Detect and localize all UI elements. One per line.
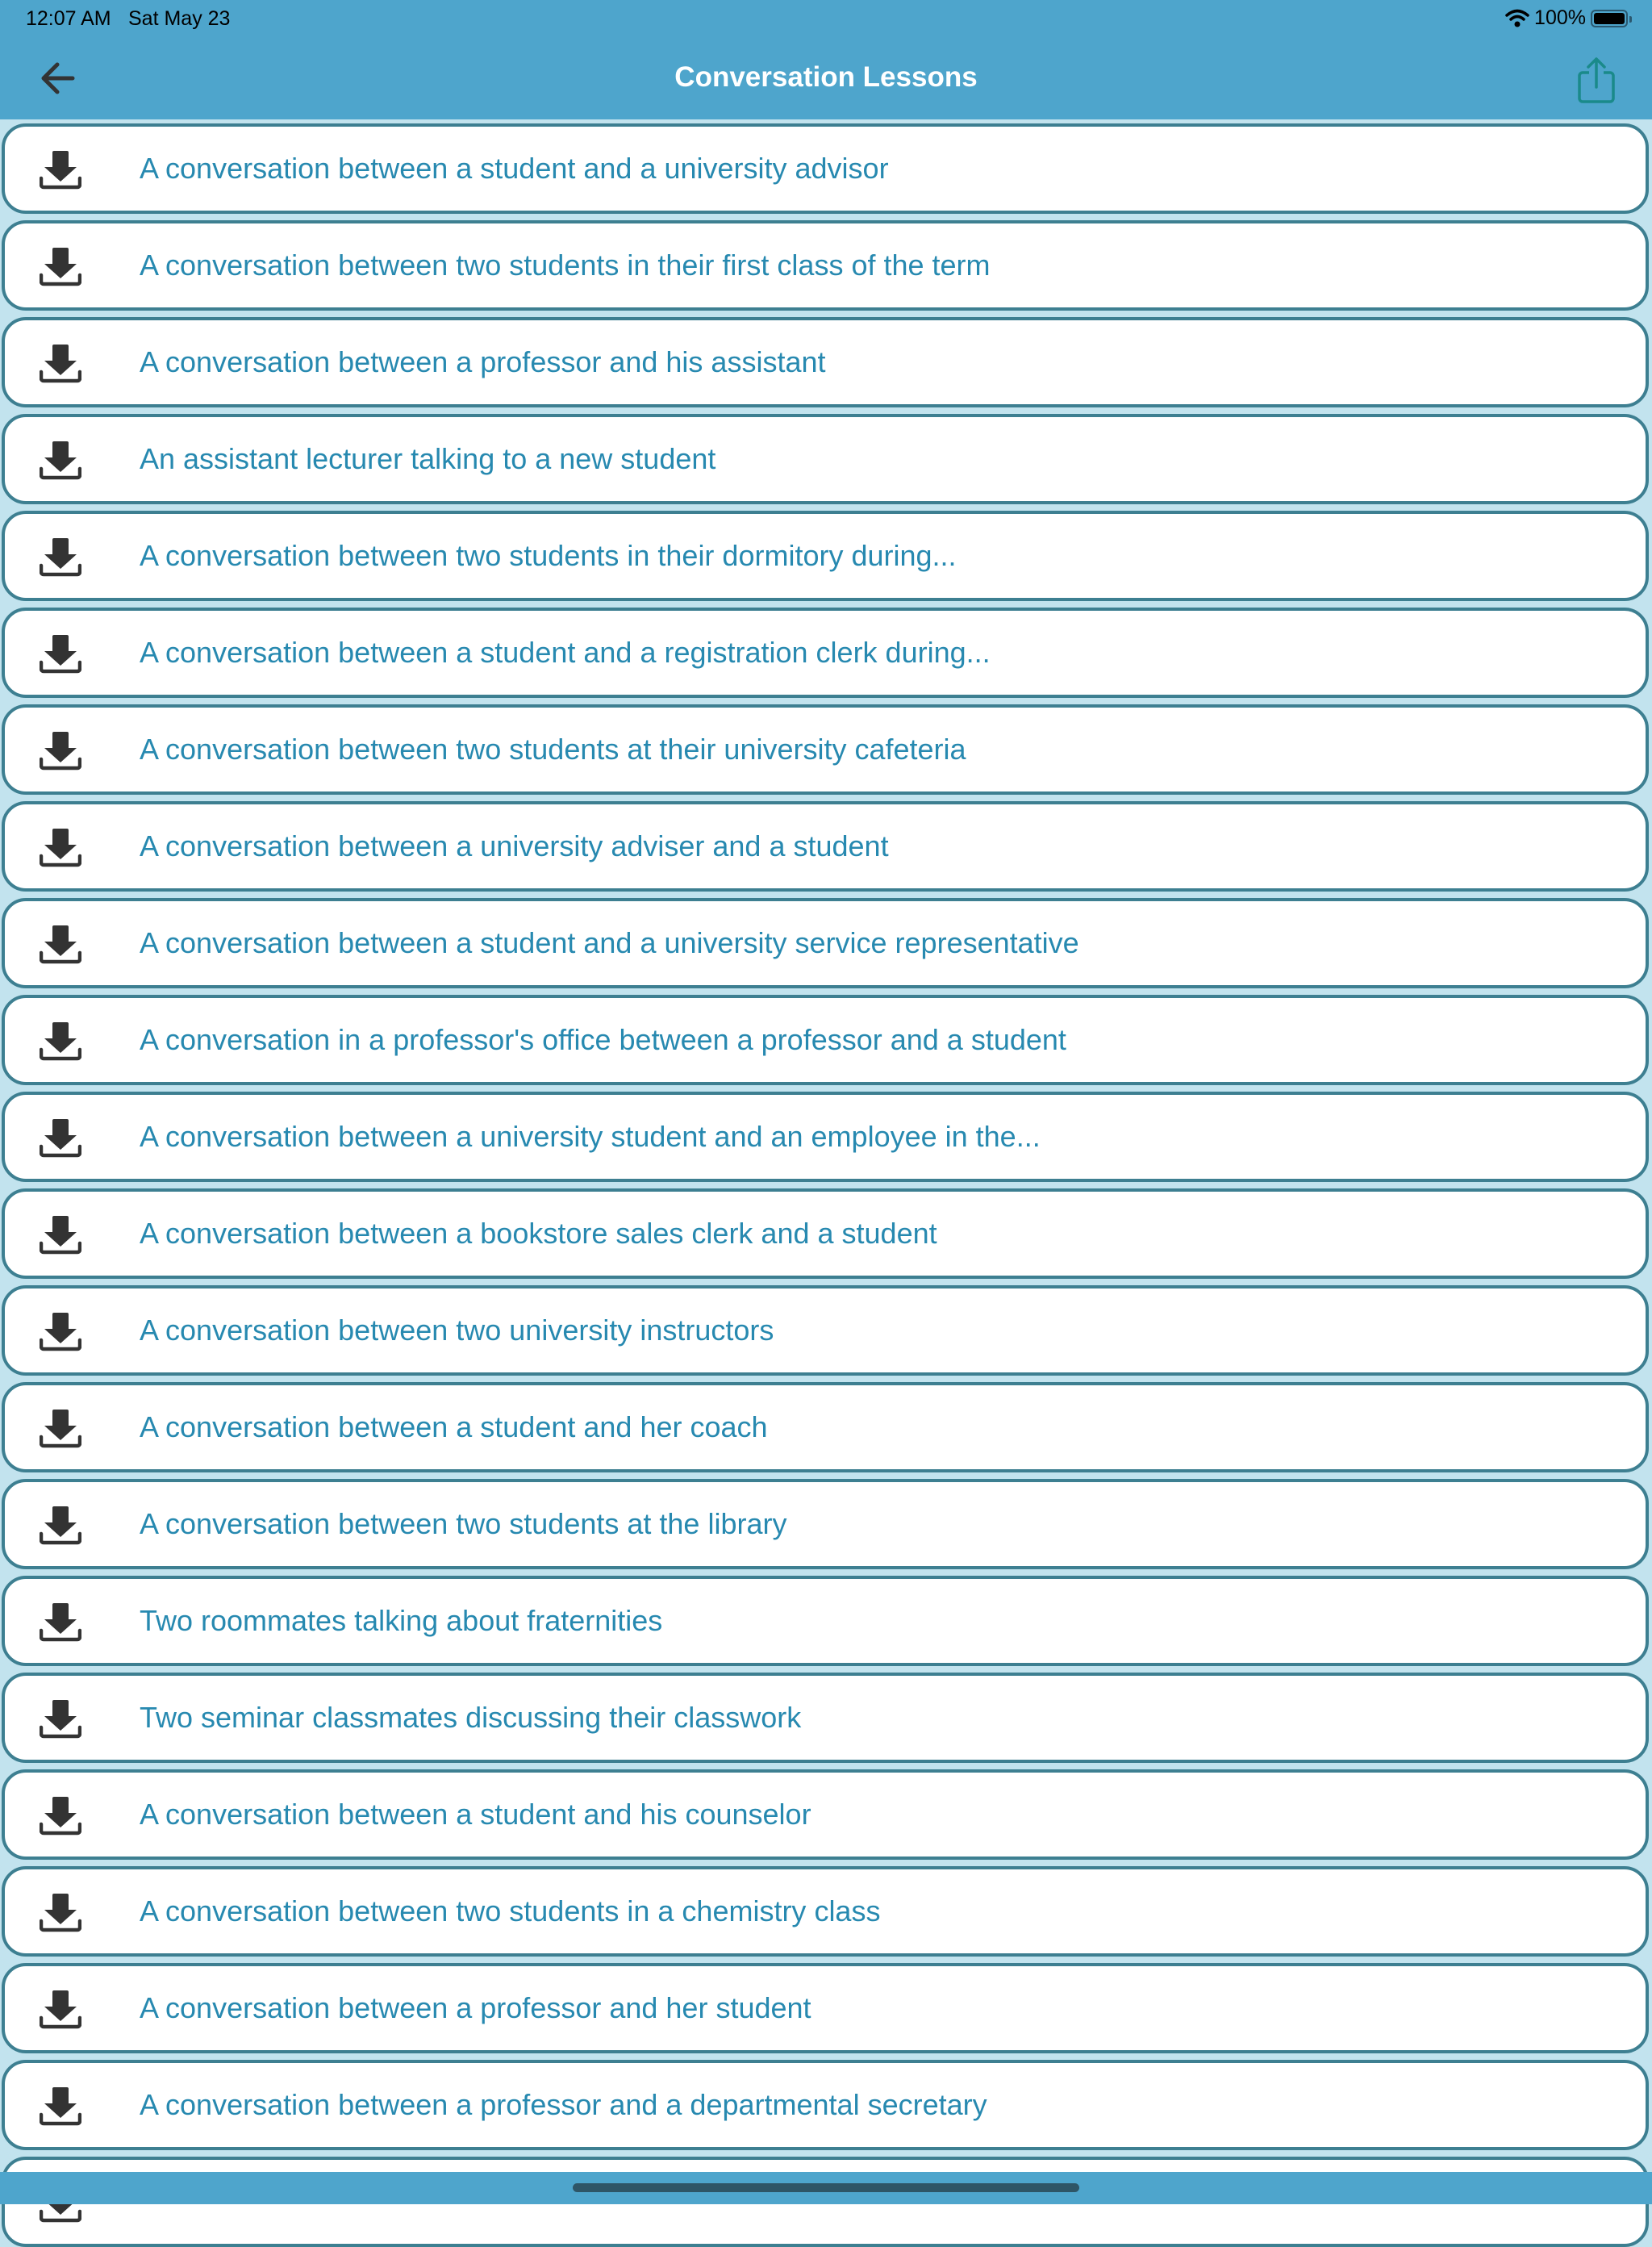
lesson-item[interactable]: [2, 1673, 1649, 1763]
battery-percent: 100%: [1534, 6, 1586, 29]
status-date: Sat May 23: [128, 7, 231, 30]
download-icon[interactable]: [40, 825, 81, 867]
download-icon[interactable]: [40, 438, 81, 480]
download-icon[interactable]: [40, 1019, 81, 1061]
lesson-item[interactable]: [2, 1479, 1649, 1569]
lesson-item[interactable]: [2, 1285, 1649, 1376]
download-icon[interactable]: [40, 729, 81, 771]
lesson-title: A conversation between two students at the library: [140, 1507, 787, 1540]
lesson-item[interactable]: [2, 1576, 1649, 1666]
lesson-item[interactable]: [2, 1866, 1649, 1957]
download-icon[interactable]: [40, 535, 81, 577]
lesson-title: A conversation between two university instructors: [140, 1314, 774, 1347]
lesson-item[interactable]: [2, 1382, 1649, 1472]
download-icon[interactable]: [40, 1600, 81, 1642]
download-icon[interactable]: [40, 2084, 81, 2126]
lesson-item[interactable]: [2, 511, 1649, 601]
share-button[interactable]: [1573, 55, 1620, 105]
lesson-item[interactable]: [2, 1092, 1649, 1182]
lesson-item[interactable]: [2, 898, 1649, 988]
lesson-title: A conversation between two students in their dormitory during...: [140, 539, 957, 572]
download-icon[interactable]: [40, 1987, 81, 2029]
lesson-item[interactable]: [2, 317, 1649, 407]
navigation-bar: [0, 39, 1652, 119]
download-icon[interactable]: [40, 1406, 81, 1448]
download-icon[interactable]: [40, 1794, 81, 1836]
lesson-title: A conversation between a university adviser and a student: [140, 829, 889, 862]
lesson-item[interactable]: [2, 220, 1649, 311]
lesson-title: A conversation between a student and his counselor: [140, 1798, 811, 1831]
lesson-title: A conversation between a university student and an employee in the...: [140, 1120, 1041, 1153]
lesson-item[interactable]: [2, 2060, 1649, 2150]
lesson-title: A conversation between a professor and a departmental secretary: [140, 2088, 987, 2121]
lesson-item[interactable]: [2, 1769, 1649, 1860]
download-icon[interactable]: [40, 1503, 81, 1545]
lesson-title: A conversation between a student and a university advisor: [140, 152, 889, 185]
lesson-item[interactable]: [2, 1188, 1649, 1279]
lesson-item[interactable]: [2, 414, 1649, 504]
lesson-item[interactable]: [2, 123, 1649, 214]
battery-icon: [1591, 10, 1628, 27]
lesson-title: A conversation between a student and her coach: [140, 1410, 768, 1443]
page-title: Conversation Lessons: [674, 61, 978, 93]
lesson-title: A conversation between two students in a chemistry class: [140, 1894, 881, 1927]
status-time: 12:07 AM: [26, 7, 111, 30]
lesson-title: A conversation between two students in their first class of the term: [140, 249, 991, 282]
download-icon[interactable]: [40, 341, 81, 383]
download-icon[interactable]: [40, 148, 81, 190]
home-indicator[interactable]: [573, 2183, 1079, 2192]
status-bar: [0, 0, 1652, 39]
lesson-title: A conversation between two students at their university cafeteria: [140, 733, 966, 766]
download-icon[interactable]: [40, 1116, 81, 1158]
download-icon[interactable]: [40, 1213, 81, 1255]
download-icon[interactable]: [40, 244, 81, 286]
share-icon: [1573, 55, 1620, 105]
lesson-item[interactable]: [2, 1963, 1649, 2053]
download-icon[interactable]: [40, 632, 81, 674]
lesson-item[interactable]: [2, 801, 1649, 892]
lesson-title: A conversation between a professor and her student: [140, 1991, 811, 2024]
status-indicators: [1505, 6, 1628, 30]
download-icon[interactable]: [40, 1890, 81, 1932]
lesson-title: A conversation between a student and a registration clerk during...: [140, 636, 991, 669]
lesson-item[interactable]: [2, 608, 1649, 698]
download-icon[interactable]: [40, 922, 81, 964]
lesson-item[interactable]: [2, 995, 1649, 1085]
lesson-title: A conversation between a professor and his assistant: [140, 345, 826, 378]
lesson-item[interactable]: [2, 704, 1649, 795]
lesson-title: A conversation in a professor's office between a professor and a student: [140, 1023, 1066, 1056]
download-icon[interactable]: [40, 1697, 81, 1739]
lesson-title: Two seminar classmates discussing their classwork: [140, 1701, 802, 1734]
wifi-icon: [1505, 9, 1529, 28]
home-bar: [0, 2172, 1652, 2204]
download-icon[interactable]: [40, 1309, 81, 1351]
lesson-title: A conversation between a student and a university service representative: [140, 926, 1079, 959]
lesson-title: Two roommates talking about fraternities: [140, 1604, 663, 1637]
lesson-title: An assistant lecturer talking to a new student: [140, 442, 716, 475]
lesson-title: A conversation between a bookstore sales clerk and a student: [140, 1217, 937, 1250]
